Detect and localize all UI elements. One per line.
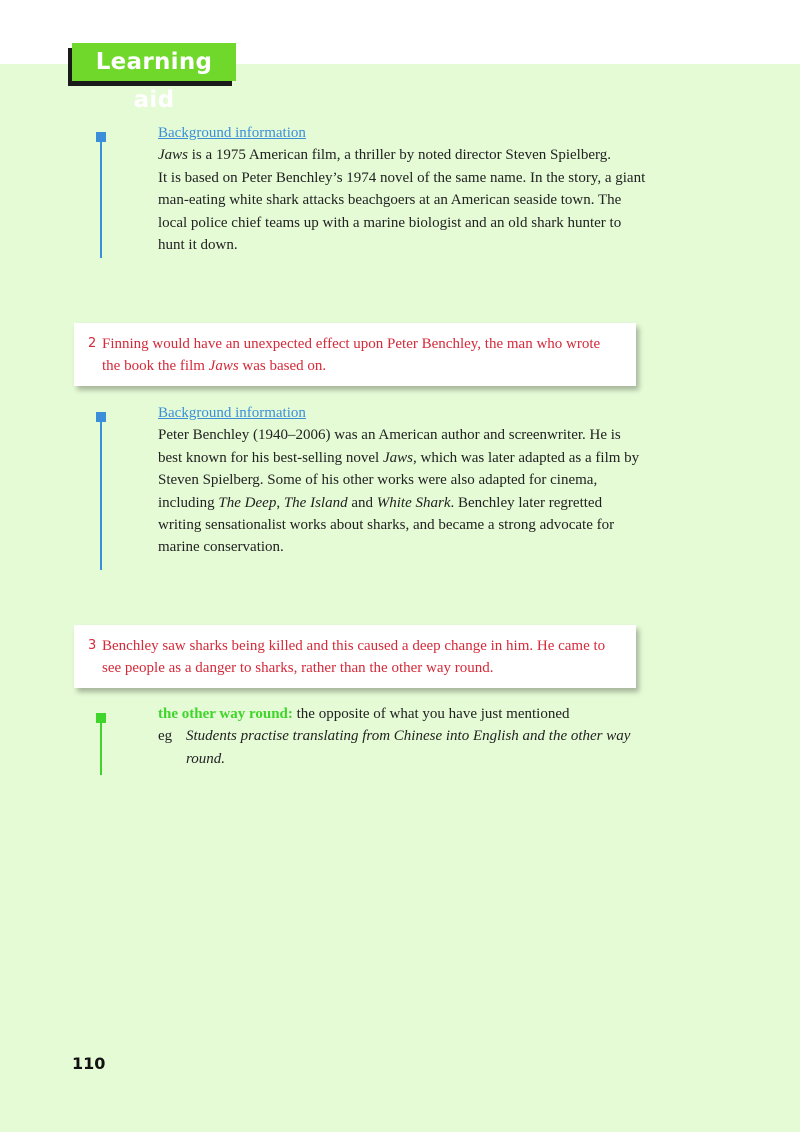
- note-body: [158, 122, 648, 256]
- example-row: [158, 725, 648, 770]
- note-heading: Background information: [158, 125, 306, 141]
- question-text-part: was based on.: [238, 358, 327, 374]
- question-number: 3: [88, 638, 97, 653]
- question-text-part: Finning would have an unexpected effect upon Peter Benchley, the man who wrote the book the film: [102, 336, 601, 374]
- page-number: 110: [72, 1054, 106, 1073]
- note-paragraph: It is based on Peter Benchley’s 1974 novel of the same name. In the story, a giant man-eating white shark attacks beachgoers at an American seaside town. The local police chief teams up with a marine biologist and an old shark hunter to hunt it down.: [158, 169, 646, 254]
- work-title: The Island: [283, 494, 348, 511]
- vocabulary-definition: the opposite of what you have just mentioned: [292, 706, 570, 722]
- note-divider-line: [100, 420, 102, 570]
- note-text: Peter Benchley (1940–2006) was an American author and screenwriter. He is best known for his best-selling novel: [158, 427, 621, 466]
- question-box-2: [74, 323, 636, 386]
- example-label: eg: [158, 728, 173, 745]
- work-title: Jaws: [382, 449, 413, 466]
- film-title: Jaws: [158, 147, 188, 164]
- question-italic-title: Jaws: [208, 358, 239, 374]
- note-text: is a 1975 American film, a thriller by noted director Steven Spielberg.: [188, 147, 611, 164]
- note-text: , which was later adapted as a film by Steven Spielberg. Some of his other works were also adapted for cinema, including: [158, 449, 640, 511]
- note-text: . Benchley later regretted writing sensationalist works about sharks, and became a strong advocate for marine conservation.: [158, 494, 615, 556]
- learning-aid-badge: Learning aid: [72, 43, 236, 81]
- note-heading: Background information: [158, 405, 306, 421]
- note-divider-line: [100, 721, 102, 775]
- vocabulary-term: the other way round:: [158, 706, 293, 722]
- note-text: and: [347, 494, 377, 511]
- question-text: [102, 333, 622, 377]
- question-box-3: [74, 625, 636, 688]
- question-number: 2: [88, 336, 97, 351]
- note-body: [158, 703, 648, 770]
- note-text: ,: [276, 494, 284, 511]
- note-body: [158, 402, 648, 559]
- note-paragraph: [158, 424, 648, 558]
- question-text: Benchley saw sharks being killed and this caused a deep change in him. He came to see people as a danger to sharks, rather than the other way round.: [102, 638, 606, 676]
- work-title: The Deep: [218, 494, 277, 511]
- note-divider-line: [100, 140, 102, 258]
- example-sentence: Students practise translating from Chinese into English and the other way round.: [186, 728, 631, 767]
- work-title: White Shark: [376, 494, 451, 511]
